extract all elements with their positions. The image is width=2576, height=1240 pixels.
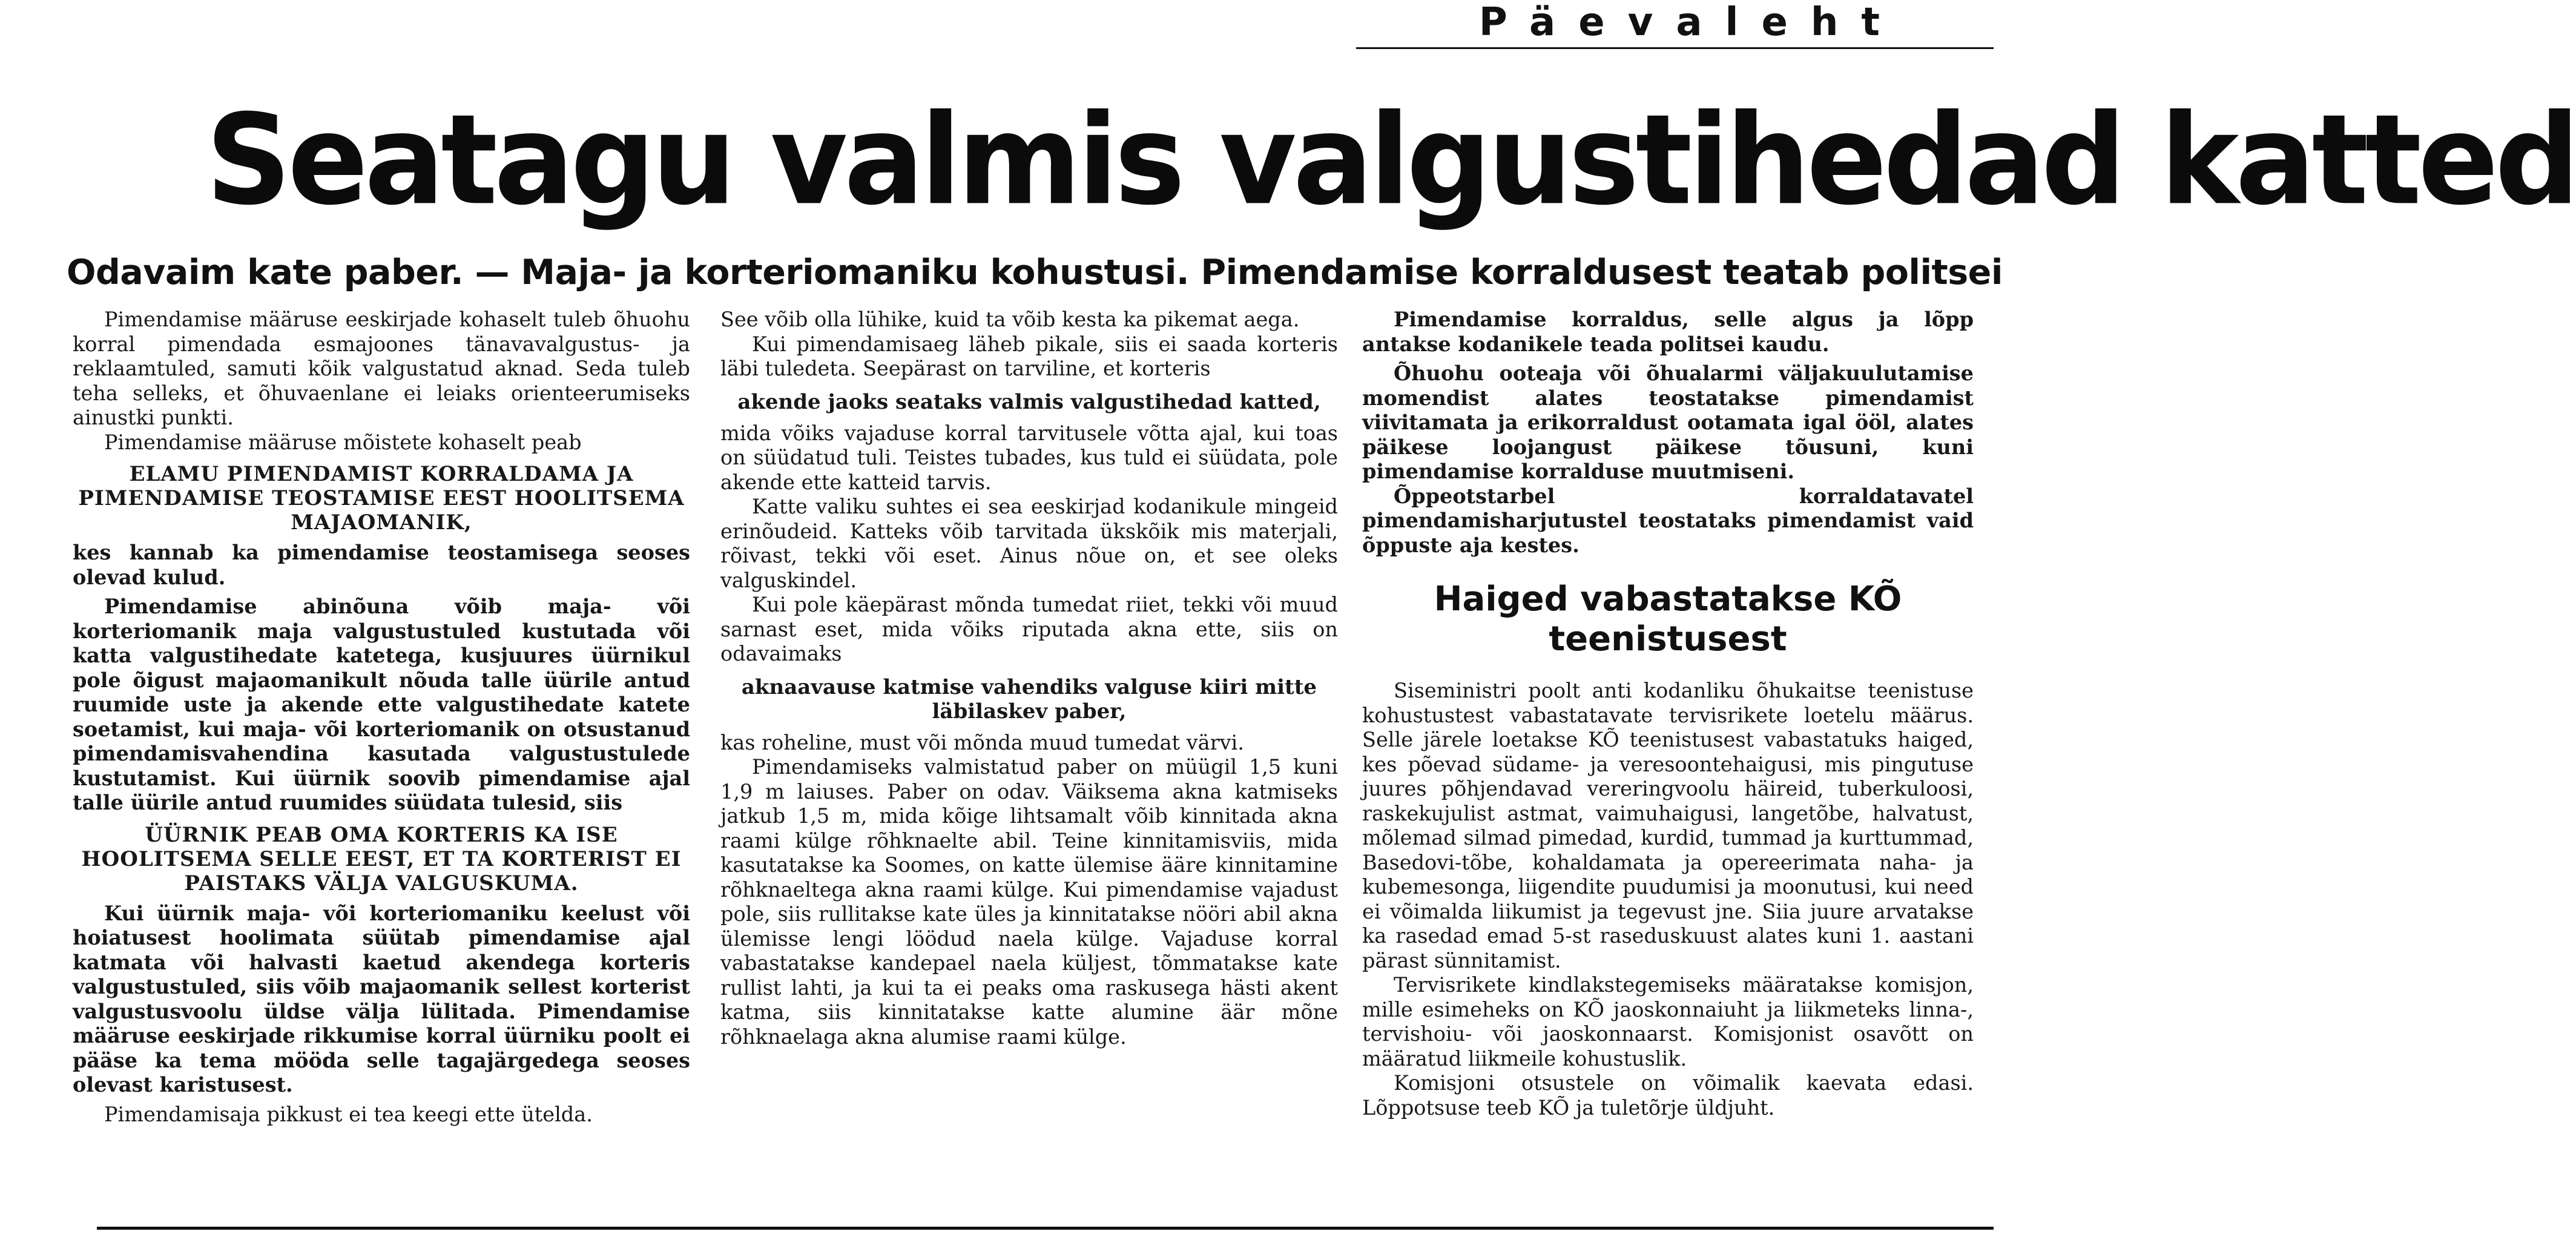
paragraph: Pimendamise korraldus, selle algus ja lõpp antakse kodanikele teada politsei kaudu. bbox=[1362, 308, 1974, 356]
paragraph: kas roheline, must või mõnda muud tumedat värvi. bbox=[720, 730, 1244, 754]
paragraph: Komisjoni otsustele on võimalik kaevata edasi. Lõppotsuse teeb KÕ ja tuletõrje üldjuht. bbox=[1362, 1071, 1974, 1120]
paragraph: mida võiks vajaduse korral tarvitusele võtta ajal, kui toas on süüdatud tuli. Teistes tubades, kus tuld ei süüdata, pole akende ette katteid tarvis. bbox=[720, 421, 1338, 494]
paragraph: Pimendamisaja pikkust ei tea keegi ette ütelda. bbox=[104, 1102, 593, 1126]
paragraph: Pimendamise määruse mõistete kohaselt peab bbox=[104, 430, 582, 454]
paragraph: Kui pimendamisaeg läheb pikale, siis ei saada korteris läbi tuledeta. Seepärast on tarviline, et korteris bbox=[720, 332, 1338, 380]
article-column-1 bbox=[73, 308, 690, 1210]
headline: Seatagu valmis valgustihedad katted bbox=[206, 88, 2576, 233]
paragraph: kes kannab ka pimendamise teostamisega seoses olevad kulud. bbox=[73, 541, 690, 589]
paragraph: Kui üürnik maja- või korteriomaniku keelust või hoiatusest hoolimata süütab pimendamise ajal katmata või halvasti kaetud akendega korteris valgustustuled, siis võib majaomanik sellest korterist valgustusvoolu üldse välja lülitada. Pimendamise määruse eeskirjade rikkumise korral üürniku poolt ei pääse ka tema mööda selle tagajärgedega seoses olevast karistusest. bbox=[73, 901, 690, 1097]
paragraph: Pimendamiseks valmistatud paber on müügil 1,5 kuni 1,9 m laiuses. Paber on odav. Väiksema akna katmiseks jatkub 1,5 m, mida kõige lihtsamalt võib kinnitada akna raami külge rõhknaelte abil. Teine kinnitamisviis, mida kasutatakse ka Soomes, on katte ülemise ääre kinnitamine rõhknaeltega akna raami külge. Kui pimendamise vajadust pole, siis rullitakse kate üles ja kinnitatakse nööri abil akna ülemisse lengi löödud naela külge. Vajaduse korral vabastatakse kandepael naela küljest, tõmmatakse kate rullist lahti, ja kui ta ei peaks oma raskusega hästi akent katma, siis kinnitatakse katte alumine äär mõne rõhknaelaga akna alumise raami külge. bbox=[720, 755, 1338, 1049]
paragraph: Pimendamise abinõuna võib maja- või korteriomanik maja valgustustuled kustutada või katta valgustihedate katetega, kusjuures üürnikul pole õigust majaomanikult nõuda talle üürile antud ruumide uste ja akende ette valgustihedate katete soetamist, kui maja- või korteriomanik on otsustanud pimendamisvahendina kasutada valgustustulede kustutamist. Kui üürnik soovib pimendamise ajal talle üürile antud ruumides süüdata tulesid, siis bbox=[73, 595, 690, 814]
emphasis-heading: aknaavause katmise vahendiks valguse kiiri mitte läbilaskev paber, bbox=[741, 674, 1317, 724]
paragraph: Kui pole käepärast mõnda tumedat riiet, tekki või muud sarnast eset, mida võiks riputada akna ette, siis on odavaimaks bbox=[720, 593, 1338, 665]
paragraph: Pimendamise määruse eeskirjade kohaselt tuleb õhuohu korral pimendada esmajoones tänavavalgustus- ja reklaamtuled, samuti kõik valgustatud aknad. Seda tuleb teha selleks, et õhuvaenlane ei leiaks orienteerumiseks ainustki punkti. bbox=[73, 308, 690, 429]
paragraph: Õhuohu ooteaja või õhualarmi väljakuulutamise momendist alates teostatakse pimendamist viivitamata ja erikorraldust ootamata igal ööl, alates päikese loojangust päikese tõusuni, kuni pimendamise korralduse muutmiseni. bbox=[1362, 361, 1974, 483]
article-column-2 bbox=[720, 308, 1338, 1210]
side-article-title: Haiged vabastatakse KÕ teenistusest bbox=[1434, 579, 1902, 659]
masthead: Päevaleht bbox=[1478, 0, 1903, 45]
article-column-3 bbox=[1362, 308, 1974, 1210]
paragraph: Siseministri poolt anti kodanliku õhukaitse teenistuse kohustustest vabastatavate tervisrikete loetelu määrus. Selle järele loetakse KÕ teenistusest vabastatuks haiged, kes põevad südame- ja veresoontehaigusi, mis pingutuse juures põhjendavad vereringvoolu häireid, tuberkuloosi, raskekujulist astmat, vaimuhaigusi, langetõbe, halvatust, mõlemad silmad pimedad, kurdid, tummad ja kurttummad, Basedovi-tõbe, kohaldamata ja opereerimata naha- ja kubemesonga, liigendite puudumisi ja moonutusi, kui need ei võimalda liikumist ja tegevust jne. Siia juure arvatakse ka rasedad emad 5-st raseduskuust alates kuni 1. aastani pärast sünnitamist. bbox=[1362, 679, 1974, 972]
emphasis-heading: ELAMU PIMENDAMIST KORRALDAMA JA PIMENDAMISE TEOSTAMISE EEST HOOLITSEMA MAJAOMANIK, bbox=[78, 462, 685, 535]
paragraph: See võib olla lühike, kuid ta võib kesta ka pikemat aega. bbox=[720, 308, 1300, 331]
subhead: Odavaim kate paber. — Maja- ja korteriomaniku kohustusi. Pimendamise korraldusest teatab politsei bbox=[67, 252, 2003, 292]
paragraph: Tervisrikete kindlakstegemiseks määratakse komisjon, mille esimeheks on KÕ jaoskonnaiuht ja liikmeteks linna-, tervishoiu- või jaoskonnaarst. Komisjonist osavõtt on määratud liikmeile kohustuslik. bbox=[1362, 973, 1974, 1070]
paragraph: Õppeotstarbel korraldatavatel pimendamisharjutustel teostataks pimendamist vaid õppuste aja kestes. bbox=[1362, 484, 1974, 557]
emphasis-heading: ÜÜRNIK PEAB OMA KORTERIS KA ISE HOOLITSEMA SELLE EEST, ET TA KORTERIST EI PAISTAKS VÄLJA VALGUSKUMA. bbox=[81, 822, 682, 895]
paragraph: Katte valiku suhtes ei sea eeskirjad kodanikule mingeid erinõudeid. Katteks võib tarvitada ükskõik mis materjali, rõivast, tekki või eset. Ainus nõue on, et see oleks valguskindel. bbox=[720, 495, 1338, 592]
emphasis-heading: akende jaoks seataks valmis valgustihedad katted, bbox=[737, 389, 1321, 414]
bottom-rule bbox=[97, 1227, 1994, 1230]
